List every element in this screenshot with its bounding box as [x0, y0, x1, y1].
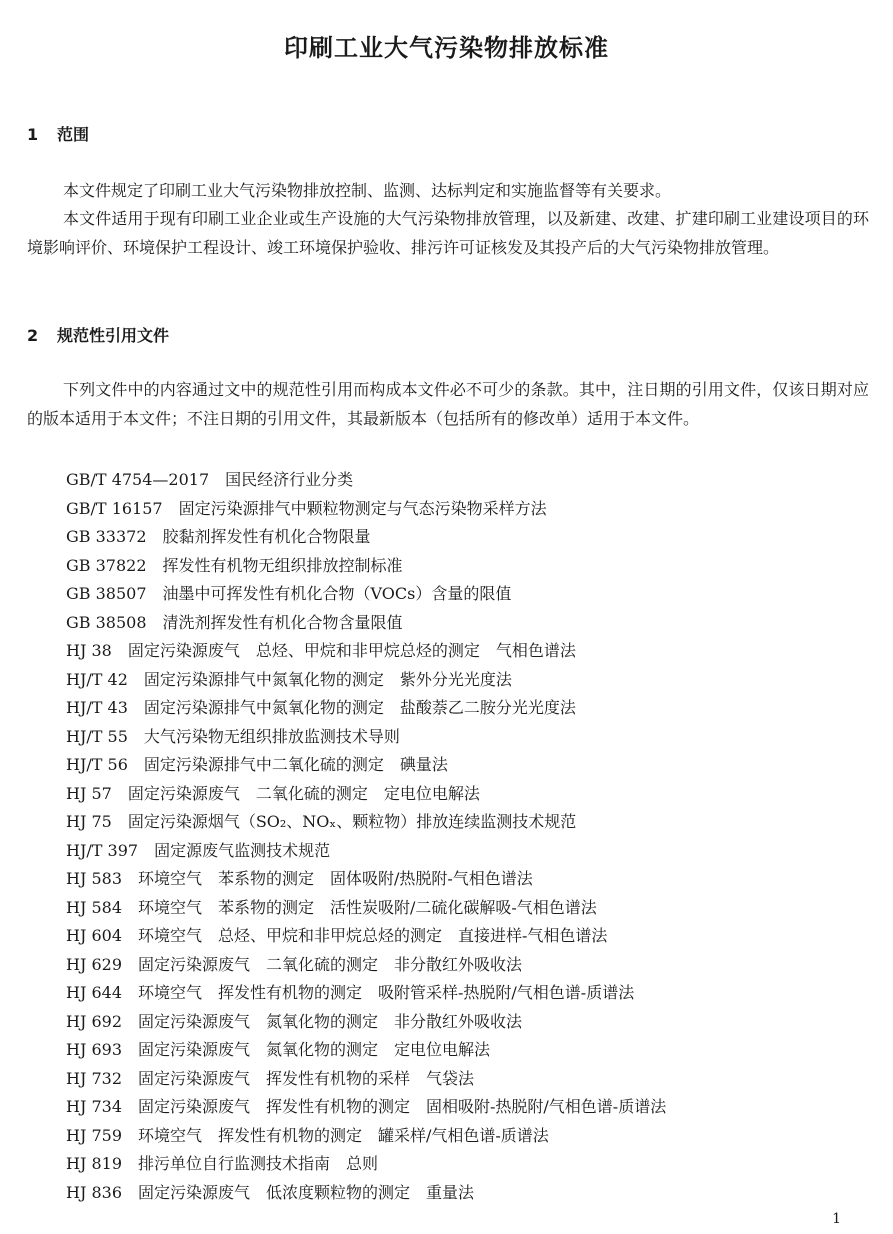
reference-code: GB 38508: [66, 612, 147, 632]
reference-title: 胶黏剂挥发性有机化合物限量: [162, 527, 371, 546]
reference-title: 国民经济行业分类: [225, 470, 354, 489]
section-1-heading: [27, 122, 89, 145]
reference-title: 固定污染源废气 总烃、甲烷和非甲烷总烃的测定 气相色谱法: [127, 641, 576, 660]
reference-code: GB 38507: [66, 584, 147, 603]
reference-title: 挥发性有机物无组织排放控制标准: [162, 555, 403, 575]
reference-code: HJ 75: [66, 812, 112, 831]
document-title: 印刷工业大气污染物排放标准: [284, 34, 609, 62]
reference-title: 固定污染源排气中氮氧化物的测定 紫外分光光度法: [143, 669, 512, 689]
reference-item: [66, 723, 666, 752]
reference-item: [66, 865, 666, 894]
reference-item: [66, 666, 666, 695]
reference-code: HJ 734: [66, 1097, 122, 1116]
reference-code: HJ 57: [66, 783, 112, 803]
reference-code: HJ/T 397: [66, 840, 139, 860]
section-2-heading: [27, 323, 169, 346]
reference-title: 环境空气 总烃、甲烷和非甲烷总烃的测定 直接进样-气相色谱法: [138, 926, 608, 945]
reference-item: [66, 1036, 666, 1065]
reference-code: HJ 759: [66, 1125, 122, 1145]
reference-title: 环境空气 挥发性有机物的测定 吸附管采样-热脱附/气相色谱-质谱法: [138, 983, 635, 1002]
reference-code: HJ 644: [66, 983, 122, 1002]
reference-code: HJ/T 42: [66, 669, 128, 689]
reference-item: [66, 580, 666, 609]
reference-item: [66, 1150, 666, 1179]
reference-code: HJ 836: [66, 1182, 122, 1202]
section-1-number: 1: [27, 125, 39, 144]
reference-code: HJ/T 56: [66, 755, 128, 774]
reference-title: 环境空气 苯系物的测定 活性炭吸附/二硫化碳解吸-气相色谱法: [138, 897, 597, 917]
reference-item: [66, 894, 666, 923]
reference-title: 环境空气 挥发性有机物的测定 罐采样/气相色谱-质谱法: [138, 1125, 549, 1145]
reference-title: 固定污染源废气 挥发性有机物的测定 固相吸附-热脱附/气相色谱-质谱法: [138, 1097, 667, 1116]
reference-title: 排污单位自行监测技术指南 总则: [138, 1154, 379, 1173]
reference-item: [66, 1093, 666, 1122]
reference-item: [66, 751, 666, 780]
reference-code: HJ 693: [66, 1040, 122, 1059]
reference-title: 固定污染源废气 挥发性有机物的采样 气袋法: [138, 1068, 475, 1088]
reference-code: GB 37822: [66, 555, 147, 575]
reference-code: HJ 38: [66, 641, 112, 660]
reference-code: GB 33372: [66, 527, 147, 546]
reference-title: 固定污染源废气 二氧化硫的测定 定电位电解法: [127, 783, 480, 803]
reference-title: 固定污染源排气中颗粒物测定与气态污染物采样方法: [178, 498, 547, 518]
reference-item: [66, 922, 666, 951]
reference-code: HJ 583: [66, 869, 122, 888]
page-number: 1: [832, 1211, 841, 1227]
reference-code: HJ 692: [66, 1011, 122, 1031]
reference-title: 固定污染源废气 氮氧化物的测定 非分散红外吸收法: [138, 1011, 523, 1031]
section-2-paragraph-1: 下列文件中的内容通过文中的规范性引用而构成本文件必不可少的条款。其中，注日期的引用文件，仅该日期对应的版本适用于本文件；不注日期的引用文件，其最新版本（包括所有的修改单）适用于本文件。: [27, 380, 869, 428]
reference-item: [66, 637, 666, 666]
reference-code: HJ 604: [66, 926, 122, 945]
reference-item: [66, 1065, 666, 1094]
reference-item: [66, 466, 666, 495]
section-2-title: 规范性引用文件: [57, 326, 170, 345]
section-1-title: 范围: [57, 125, 90, 144]
reference-code: HJ/T 55: [66, 726, 128, 746]
reference-item: [66, 1008, 666, 1037]
reference-title: 固定源废气监测技术规范: [154, 840, 331, 860]
reference-code: HJ 629: [66, 954, 122, 974]
reference-title: 固定污染源排气中二氧化硫的测定 碘量法: [143, 755, 448, 774]
section-1-paragraph-1: 本文件规定了印刷工业大气污染物排放控制、监测、达标判定和实施监督等有关要求。: [63, 181, 672, 200]
reference-item: [66, 951, 666, 980]
reference-item: [66, 808, 666, 837]
reference-code: HJ 819: [66, 1154, 122, 1173]
reference-item: [66, 837, 666, 866]
reference-code: HJ 732: [66, 1068, 122, 1088]
reference-item: [66, 609, 666, 638]
reference-title: 固定污染源废气 氮氧化物的测定 定电位电解法: [138, 1040, 491, 1059]
section-1-paragraph-2: 本文件适用于现有印刷工业企业或生产设施的大气污染物排放管理，以及新建、改建、扩建印刷工业建设项目的环境影响评价、环境保护工程设计、竣工环境保护验收、排污许可证核发及其投产后的大气污染物排放管理。: [27, 209, 869, 257]
reference-title: 固定污染源废气 二氧化硫的测定 非分散红外吸收法: [138, 954, 523, 974]
reference-list: [66, 466, 666, 1207]
reference-code: HJ/T 43: [66, 698, 128, 717]
reference-title: 清洗剂挥发性有机化合物含量限值: [162, 612, 403, 632]
reference-code: GB/T 4754—2017: [66, 470, 210, 489]
reference-item: [66, 495, 666, 524]
reference-code: HJ 584: [66, 897, 122, 917]
reference-title: 环境空气 苯系物的测定 固体吸附/热脱附-气相色谱法: [138, 869, 533, 888]
reference-title: 固定污染源排气中氮氧化物的测定 盐酸萘乙二胺分光光度法: [143, 698, 576, 717]
reference-item: [66, 780, 666, 809]
reference-item: [66, 523, 666, 552]
reference-item: [66, 1179, 666, 1208]
reference-title: 固定污染源废气 低浓度颗粒物的测定 重量法: [138, 1182, 475, 1202]
section-2-number: 2: [27, 326, 39, 345]
reference-title: 油墨中可挥发性有机化合物（VOCs）含量的限值: [162, 584, 512, 603]
reference-title: 大气污染物无组织排放监测技术导则: [143, 726, 400, 746]
reference-item: [66, 694, 666, 723]
reference-code: GB/T 16157: [66, 498, 163, 518]
reference-item: [66, 552, 666, 581]
reference-item: [66, 979, 666, 1008]
reference-item: [66, 1122, 666, 1151]
reference-title: 固定污染源烟气（SO₂、NOₓ、颗粒物）排放连续监测技术规范: [127, 812, 577, 831]
